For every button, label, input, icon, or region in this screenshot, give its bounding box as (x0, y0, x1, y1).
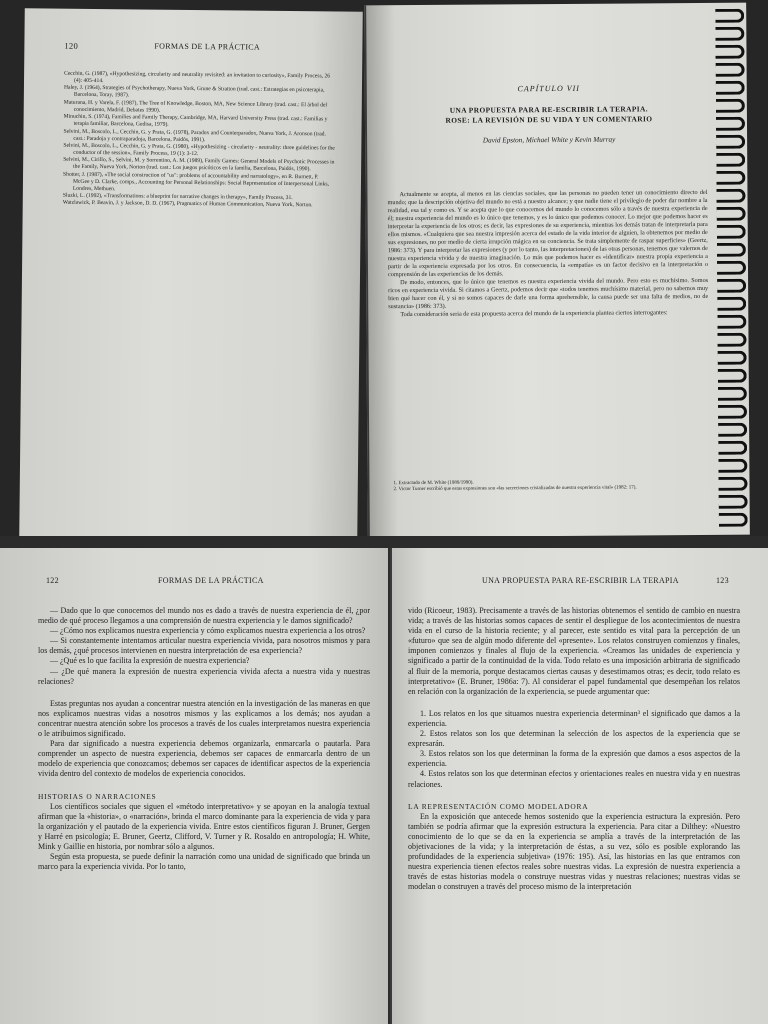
list-item: 2. Estos relatos son los que determinan la selección de los aspectos de la experiencia que se expresarán. (408, 729, 740, 749)
spiral-loop (717, 261, 746, 275)
gutter-line (390, 548, 392, 1024)
reference-entry: Selvini, M., Cirillo, S., Selvini, M. y Sorrentino, A. M. (1989), Family Games: General Models of Psychotic Processes in the Family, Nueva York, Norton (trad. cast.: Los juegos psicóticos en la familia, Barcelona, Paidós, 1990). (63, 156, 335, 173)
page-122 (0, 548, 388, 1024)
body-text (387, 189, 708, 319)
footnote: 2. Victor Turner escribió que estas expresiones son «las secreciones cristalizadas de nuestra experiencia vital» (1982: 17). (393, 485, 637, 493)
chapter-title-line-1: UNA PROPUESTA PARA RE-ESCRIBIR LA TERAPIA. (449, 104, 649, 115)
reference-entry: Sluzki, L. (1992), «Transformations: a blueprint for narrative changes in therapy», Family Process, 31. (62, 192, 293, 202)
spiral-loop (716, 81, 745, 95)
spiral-loop (715, 45, 744, 59)
page-number: 123 (716, 576, 729, 585)
spiral-loop (716, 135, 745, 149)
section-heading: LA REPRESENTACIÓN COMO MODELADORA (408, 801, 589, 811)
chapter-label: CAPÍTULO VII (517, 83, 580, 94)
page-number: 122 (46, 576, 59, 585)
reference-entry: Watzlawick, P. Beavin, J. y Jackson, D. D. (1967), Pragmatics of Human Communication, Nueva York, Norton. (62, 200, 313, 209)
spiral-loop (718, 387, 747, 401)
spiral-loop (718, 459, 747, 473)
spiral-loop (717, 225, 746, 239)
reference-entry: Cecchin, G. (1987), «Hypothesizing, circularity and neutrality revisited: an invitation to curiosity», Family Process, 26 (4): 405-414. (64, 70, 331, 85)
running-title: FORMAS DE LA PRÁCTICA (154, 41, 261, 52)
footnote: 1. Extractado de M. White (1989/1990). (393, 480, 474, 487)
page-number: 120 (64, 40, 79, 51)
spiral-loop (716, 99, 745, 113)
paragraph: Toda consideración seria de esta propuesta acerca del mundo de la experiencia plantea ciertos interrogantes: (400, 309, 668, 319)
running-title: FORMAS DE LA PRÁCTICA (158, 576, 264, 585)
spiral-loop (719, 495, 748, 509)
footnotes (389, 479, 709, 494)
reference-entry: Maturana, H. y Varela, F. (1987), The Tree of Knowledge, Boston, MA, New Science Library (trad. cast.: El árbol del conocimiento, Madrid, Debates 1990). (63, 99, 328, 114)
reference-entry: Selvini, M., Boscolo, L., Cecchin, G. y Prata, G. (1978), Paradox and Counterparadox, Nueva York, J. Aronson (trad. cast.: Paradoja y contraparadoja, Barcelona, Paidós, 1991). (63, 128, 326, 143)
spiral-loop (718, 369, 747, 383)
paragraph: En la exposición que antecede hemos sostenido que la experiencia estructura la expresión. Pero también se podría afirmar que la expresión estructura la experiencia. Para citar a Dilthey: «Nuestro conocimiento de lo que se da en la experiencia se amplía a través de la interpretación de las objetivaciones de la vida; y la interpretación de éstas, a su vez, sólo es posible explorando las profundidades de la experiencia subjetiva» (1976: 195). Así, las historias en las que entramos con nuestra experiencia tienen efectos reales sobre nuestras vidas. La expresión de nuestra experiencia a través de estas historias modela o construye nuestras vidas y nuestras relaciones; nuestras vidas se modelan o construyen a través del proceso mismo de la interpretación (408, 811, 740, 892)
reference-entry: Haley, J. (1964), Strategies of Psychotherapy, Nueva York, Grune & Stratton (trad. cast.: Estrategias en psicoterapia, Barcelona, Toray, 1987). (63, 85, 325, 99)
question: — ¿Qué es lo que facilita la expresión de nuestra experiencia? (50, 656, 250, 666)
reference-entry: Selvini, M., Boscolo, L., Cecchin, G. y Prata, G. (1980), «Hypothesizing - circularity - neutrality: three guidelines for the conductor of the session», Family Process, 19 (1): 3-12. (63, 142, 335, 158)
spiral-loop (717, 333, 746, 347)
paragraph: De modo, entonces, que lo único que tenemos es nuestra experiencia vivida del mundo. Pero esto es muchísimo. Somos ricos en experiencia vivida. Si citamos a Geertz, podemos decir que «todos tenemos muchísimo material, pero no sabemos muy bien qué hacer con él, y si no somos capaces de darle una forma aprehensible, la causa puede ser una falta de medios, no de sustancia» (1986: 373). (388, 276, 709, 311)
spiral-loop (716, 153, 745, 167)
page-121 (364, 3, 750, 536)
spiral-loop (716, 117, 745, 131)
spiral-loop (715, 9, 744, 23)
bottom-spread (0, 540, 768, 1024)
reference-entry: Minuchin, S. (1974), Families and Family Therapy, Cambridge, MA, Harvard University Press (trad. cast.: Familias y terapia familiar, Barcelona, Gedisa, 1979). (63, 113, 328, 128)
spiral-loop (717, 315, 746, 329)
question: — ¿De qué manera la expresión de nuestra experiencia vivida afecta a nuestra vida y nuestras relaciones? (38, 666, 370, 686)
chapter-title-line-2: ROSE: LA REVISIÓN DE SU VIDA Y UN COMENTARIO (445, 114, 653, 125)
spiral-loop (718, 477, 747, 491)
list-item: 4. Estos relatos son los que determinan efectos y orientaciones reales en nuestra vida y en nuestras relaciones. (408, 769, 740, 789)
paragraph: vido (Ricoeur, 1983). Precisamente a través de las historias obtenemos el sentido de cambio en nuestra vida; a través de las historias somos capaces de sentir el despliegue de los acontecimientos de nuestra vida en el curso de la historia reciente; y al parecer, este sentido es vital para la percepción de un «futuro» que sea de algún modo diferente del «presente». Los relatos construyen comienzos y finales, imponen comienzos y finales al flujo de la experiencia. «Creamos las unidades de experiencia y significado a partir de la continuidad de la vida. Todo relato es una imposición arbitraria de significado al fluir de la memoria, porque destacamos ciertas causas y desestimamos otras; es decir, todo relato es interpretativo» (E. Bruner, 1986a: 7). Al considerar el papel fundamental que desempeñan los relatos en relación con la organización de la experiencia, se puede argumentar que: (408, 606, 740, 696)
gutter-line (364, 5, 370, 536)
paragraph: Para dar significado a nuestra experiencia debemos organizarla, enmarcarla o pautarla. Para comprender un aspecto de nuestra experiencia, debemos ser capaces de enmarcarla dentro de un modelo de experiencia que conozcamos; debemos ser capaces de identificar aspectos de la experiencia vivida dentro del contexto de modelos de experiencia conocidos. (38, 739, 370, 779)
spiral-loop (717, 207, 746, 221)
reference-entry: Shotter, J. (1987), «The social construction of "us": problems of accountability and narratology», en R. Burnett, P. McGee y D. Clarke, comps., Accounting for Personal Relationships: Social Representation of Interpersonal Links, Londres, Methuen. (63, 171, 330, 193)
spiral-loop (715, 27, 744, 41)
body-text (408, 606, 740, 892)
question: — Si constantemente intentamos articular nuestra experiencia vivida, para nosotros mismos y para los demás, ¿qué procesos intervienen en nuestra interpretación de esa experiencia? (38, 636, 370, 656)
paragraph: Los científicos sociales que siguen el «método interpretativo» y se apoyan en la analogía textual afirman que la «historia», o «narración», brinda el marco dominante para la experiencia de vida y para la organización y el pautado de la experiencia vivida. Entre estos científicos figuran J. Bruner, Gergen y Harré en psicología; E. Bruner, Geertz, Clifford, V. Turner y R. Rosaldo en antropología; H. White, Mink y Gaillie en historia, por nombrar sólo a algunos. (38, 801, 370, 851)
spiral-loop (719, 513, 748, 527)
page-123 (390, 548, 768, 1024)
spiral-loop (717, 297, 746, 311)
reference-list (63, 71, 336, 210)
chapter-authors: David Epston, Michael White y Kevin Murray (482, 135, 616, 145)
running-title: UNA PROPUESTA PARA RE-ESCRIBIR LA TERAPIA (482, 576, 679, 585)
question: — ¿Cómo nos explicamos nuestra experiencia y cómo explicamos nuestra experiencia a los otros? (50, 626, 366, 636)
running-head (64, 41, 334, 54)
list-item: 3. Estos relatos son los que determinan la forma de la expresión que damos a esos aspectos de la experiencia. (408, 749, 740, 769)
spiral-loop (717, 279, 746, 293)
body-text (38, 606, 370, 872)
spiral-loop (718, 441, 747, 455)
question: — Dado que lo que conocemos del mundo nos es dado a través de nuestra experiencia de él, ¿por medio de qué proceso llegamos a una comprensión de nuestra experiencia y le damos significado? (38, 606, 370, 626)
section-heading: HISTORIAS O NARRACIONES (38, 791, 157, 801)
spiral-binding (716, 9, 750, 536)
spiral-loop (718, 423, 747, 437)
paragraph: Estas preguntas nos ayudan a concentrar nuestra atención en la investigación de las maneras en que nos explicamos nuestras vidas a nosotros mismos y las explicamos a los demás; nos ayudan a concentrar nuestra atención sobre los procesos a través de los cuales interpretamos nuestra experiencia o le atribuimos significado. (38, 698, 370, 739)
spiral-loop (716, 63, 745, 77)
list-item: 1. Los relatos en los que situamos nuestra experiencia determinan³ el significado que damos a la experiencia. (408, 708, 740, 728)
chapter-heading (385, 83, 713, 145)
spiral-loop (718, 405, 747, 419)
page-120 (19, 8, 363, 536)
paragraph: Actualmente se acepta, al menos en las ciencias sociales, que las personas no pueden tener un conocimiento directo del mundo; que la descripción objetiva del mundo no está a nuestro alcance; y que nadie tiene el privilegio de poder dar nombre a la realidad, esa tal y como es. Y se acepta que lo que conocemos del mundo lo conocemos sólo a través de nuestra experiencia de él; nuestra experiencia del mundo es lo único que tenemos, y es lo único que podemos conocer. Lo mejor que podemos hacer es interpretar la experiencia de los otros; es decir, las expresiones de su experiencia, mientras los demás tratan de interpretarla para ellos mismos. «Cualquiera que sea nuestra impresión acerca del estado de la vida interior de alguien, la obtenemos por medio de sus expresiones, no por medio de cierta irrupción mágica en su conciencia. Se trata simplemente de raspar superficies» (Geertz, 1986: 373). Y para interpretar las expresiones (y por lo tanto, las interpretaciones) de las otras personas, tenemos que valernos de nuestra experiencia vivida y de nuestra imaginación. Lo más que podemos hacer es «identificar» nuestra propia experiencia a partir de la experiencia expresada por los otros. En consecuencia, la «empatía» es un factor decisivo en la interpretación o comprensión de las experiencias de los demás. (387, 188, 708, 279)
spiral-loop (716, 171, 745, 185)
spiral-loop (718, 351, 747, 365)
spiral-loop (716, 189, 745, 203)
paragraph: Según esta propuesta, se puede definir la narración como una unidad de significado que brinda un marco para la experiencia vivida. Por lo tanto, (38, 852, 370, 872)
spiral-loop (717, 243, 746, 257)
